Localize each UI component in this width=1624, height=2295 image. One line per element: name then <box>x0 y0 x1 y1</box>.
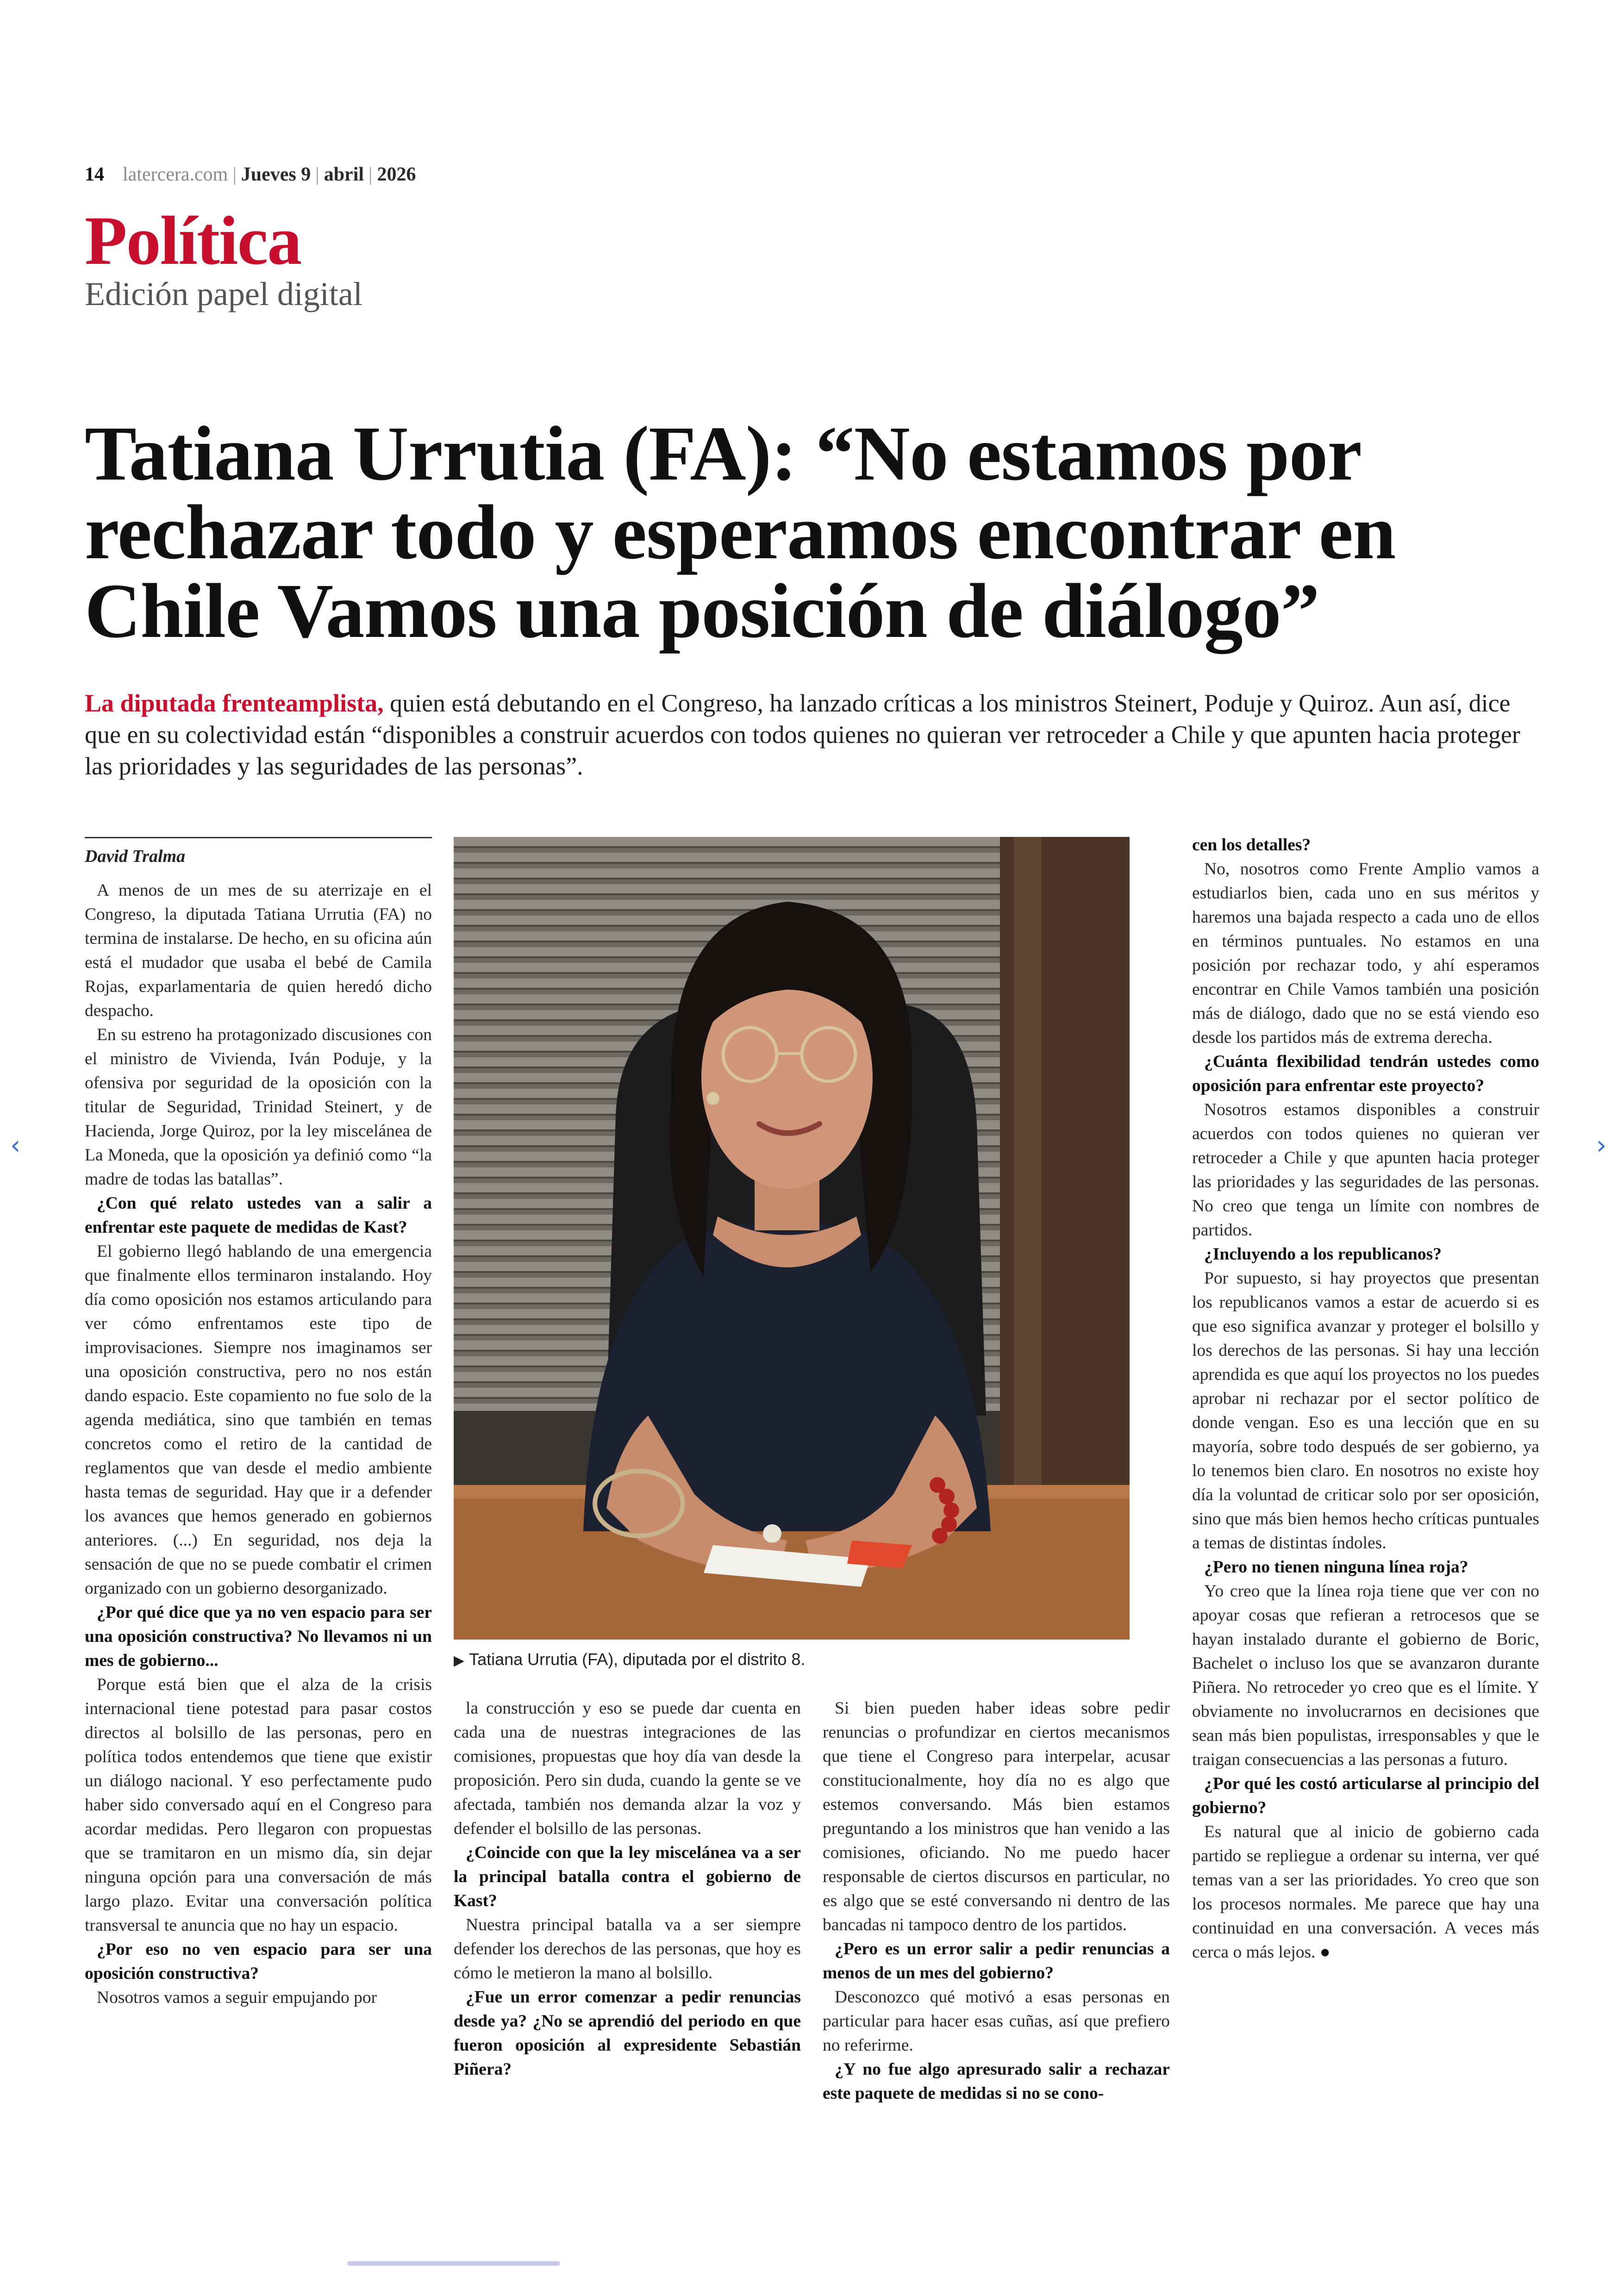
article-paragraph: El gobierno llegó hablando de una emergencia que finalmente ellos terminaron instalando. Hoy día como oposición nos estamos articulando para ver cómo enfrentamos este tipo de improvisaciones. Siempre nos imaginamos ser una oposición constructiva, pero no nos están dando espacio. Este copamiento no fue solo de la agenda mediática, sino que también en temas concretos como el retiro de la cantidad de reglamentos que van desde el medio ambiente hasta temas de seguridad. Hay que ir a defender los avances que hemos generado en gobiernos anteriores. (...) En seguridad, nos deja la sensación de que no se puede combatir el crimen organizado con un gobierno desorganizado. <box>85 1242 432 1598</box>
folio <box>85 163 416 186</box>
edition-label: Edición papel digital <box>85 275 362 312</box>
article-column-2 <box>454 1696 801 2082</box>
lead-paragraph <box>85 687 1543 782</box>
interview-question: ¿Por eso no ven espacio para ser una oposición constructiva? <box>85 1940 432 1983</box>
interview-question: ¿Pero no tienen ninguna línea roja? <box>1204 1558 1468 1577</box>
next-page-chevron-icon[interactable]: › <box>1596 1130 1607 1160</box>
caption-triangle-icon: ▶ <box>454 1653 465 1668</box>
interview-question: ¿Fue un error comenzar a pedir renuncias desde ya? ¿No se aprendió del periodo en que fueron oposición al expresidente Sebastián Piñera? <box>454 1988 801 2079</box>
article-paragraph: Es natural que al inicio de gobierno cada partido se repliegue a ordenar su interna, ver qué temas van a ser las prioridades. Yo creo que son los procesos normales. Me parece que hay una continuidad en una conversación. A veces más cerca o más lejos. ● <box>1192 1820 1539 1964</box>
article-column-3 <box>823 1696 1170 2106</box>
article-paragraph: Nosotros estamos disponibles a construir acuerdos con todos quienes no quieran ver retroceder a Chile y que apunten hacia proteger las prioridades y las seguridades de las personas. No creo que tenga un límite con nombres de partidos. <box>1192 1100 1539 1240</box>
interview-question: ¿Incluyendo a los republicanos? <box>1204 1245 1442 1264</box>
article-paragraph: Si bien pueden haber ideas sobre pedir renuncias o profundizar en ciertos mecanismos que tiene el Congreso para interpelar, acusar constitucionalmente, hoy día no es algo que estemos conversando. Más bien estamos preguntando a los ministros que han venido a las comisiones, oficiando. No me puedo hacer responsable de ciertos discursos en particular, no es algo que se esté conversando ni dentro de las bancadas ni tampoco dentro de los partidos. <box>823 1699 1170 1934</box>
article-paragraph: la construcción y eso se puede dar cuenta en cada una de nuestras integraciones de las comisiones, propuestas que hoy día van desde la proposición. Pero sin duda, cuando la gente se ve afectada, también nos demanda alzar la voz y defender el bolsillo de las personas. <box>454 1699 801 1838</box>
portrait-illustration <box>454 837 1130 1640</box>
site-name: latercera.com <box>123 164 228 185</box>
article-paragraph: Nosotros vamos a seguir empujando por <box>97 1988 377 2007</box>
interview-question: cen los detalles? <box>1192 836 1311 854</box>
article-paragraph: No, nosotros como Frente Amplio vamos a estudiarlos bien, cada uno en sus méritos y haremos una bajada respecto a cada uno de ellos en términos puntuales. No estamos en una posición por rechazar todo, y ahí esperamos encontrar en Chile Vamos también una posición más de diálogo, dado que no se está viendo eso desde los partidos más de extrema derecha. <box>1192 860 1539 1047</box>
article-paragraph: A menos de un mes de su aterrizaje en el Congreso, la diputada Tatiana Urrutia (FA) no termina de instalarse. De hecho, en su oficina aún está el mudador que usaba el bebé de Camila Rojas, exparlamentaria de quien heredó dicho despacho. <box>85 881 432 1020</box>
folio-day: Jueves 9 <box>241 164 311 185</box>
article-column-4 <box>1192 833 1539 1964</box>
headline: Tatiana Urrutia (FA): “No estamos por rechazar todo y esperamos encontrar en Chile Vamos una posición de diálogo” <box>85 411 1396 654</box>
previous-page-chevron-icon[interactable]: ‹ <box>10 1130 21 1160</box>
horizontal-scrollbar[interactable] <box>347 2261 560 2266</box>
lead-kicker: La diputada frenteamplista, <box>85 689 384 717</box>
interview-question: ¿Y no fue algo apresurado salir a rechazar este paquete de medidas si no se cono- <box>823 2060 1170 2103</box>
article-paragraph: Yo creo que la línea roja tiene que ver con no apoyar cosas que refieran a retrocesos que se hayan instalado durante el gobierno de Boric, Bachelet o incluso los que se avanzaron durante Piñera. No retroceder yo creo que es el límite. Y obviamente no involucrarnos en decisiones que sean más bien populistas, irresponsables y que le traigan consecuencias a las personas a futuro. <box>1192 1582 1539 1769</box>
interview-question: ¿Cuánta flexibilidad tendrán ustedes como oposición para enfrentar este proyecto? <box>1192 1052 1539 1095</box>
section-title: Política <box>85 202 301 279</box>
photo-caption <box>454 1648 1130 1672</box>
article-paragraph: Porque está bien que el alza de la crisis internacional tiene potestad para pasar costos directos al bolsillo de las personas, pero en política todos entendemos que tiene que existir un diálogo nacional. Y eso perfectamente pudo haber sido conversado aquí en el Congreso para acordar medidas. Pero llegaron con propuestas que se tramitaron en un mismo día, sin dejar ninguna opción para una conversación de más largo plazo. Evitar una conversación política transversal te anuncia que no hay un espacio. <box>85 1675 432 1935</box>
folio-separator: | <box>232 164 237 185</box>
interview-question: ¿Con qué relato ustedes van a salir a enfrentar este paquete de medidas de Kast? <box>85 1194 432 1237</box>
interview-question: ¿Pero es un error salir a pedir renuncias a menos de un mes del gobierno? <box>823 1940 1170 1983</box>
page-number: 14 <box>85 164 104 185</box>
interview-question: ¿Coincide con que la ley miscelánea va a ser la principal batalla contra el gobierno de Kast? <box>454 1843 801 1910</box>
folio-year: 2026 <box>377 164 416 185</box>
folio-separator: | <box>315 164 319 185</box>
article-photo <box>454 837 1130 1640</box>
folio-month: abril <box>324 164 364 185</box>
byline: David Tralma <box>85 837 432 868</box>
interview-question: ¿Por qué dice que ya no ven espacio para ser una oposición constructiva? No llevamos ni un mes de gobierno... <box>85 1603 432 1670</box>
article-paragraph: En su estreno ha protagonizado discusiones con el ministro de Vivienda, Iván Poduje, y la ofensiva por seguridad de la oposición con la titular de Seguridad, Trinidad Steinert, y de Hacienda, Jorge Quiroz, por la ley miscelánea de La Moneda, que la oposición ya definió como “la madre de todas las batallas”. <box>85 1025 432 1189</box>
caption-text: Tatiana Urrutia (FA), diputada por el distrito 8. <box>469 1650 806 1669</box>
interview-question: ¿Por qué les costó articularse al principio del gobierno? <box>1192 1774 1539 1817</box>
article-paragraph: Nuestra principal batalla va a ser siempre defender los derechos de las personas, que hoy es cómo le metieron la mano al bolsillo. <box>454 1915 801 1983</box>
folio-separator: | <box>369 164 373 185</box>
article-paragraph: Desconozco qué motivó a esas personas en particular para hacer esas cuñas, así que prefiero no referirme. <box>823 1988 1170 2055</box>
article-column-1 <box>85 879 432 2010</box>
article-paragraph: Por supuesto, si hay proyectos que presentan los republicanos vamos a estar de acuerdo si es que eso significa avanzar y proteger el bolsillo y los derechos de las personas. Si hay una lección aprendida es que aquí los proyectos no los puedes aprobar ni rechazar por el sector político de donde vengan. Eso es una lección que en su mayoría, sobre todo después de ser gobierno, ya lo tenemos bien claro. En nosotros no existe hoy día la voluntad de criticar solo por ser oposición, sino que más bien hemos hecho críticas puntuales a temas de distintas índoles. <box>1192 1269 1539 1553</box>
lead-text: quien está debutando en el Congreso, ha lanzado críticas a los ministros Steinert, Poduje y Quiroz. Aun así, dice que en su colectividad están “disponibles a construir acuerdos con todos quienes no quieran ver retroceder a Chile y que apunten hacia proteger las prioridades y las seguridades de las personas”. <box>85 689 1520 780</box>
